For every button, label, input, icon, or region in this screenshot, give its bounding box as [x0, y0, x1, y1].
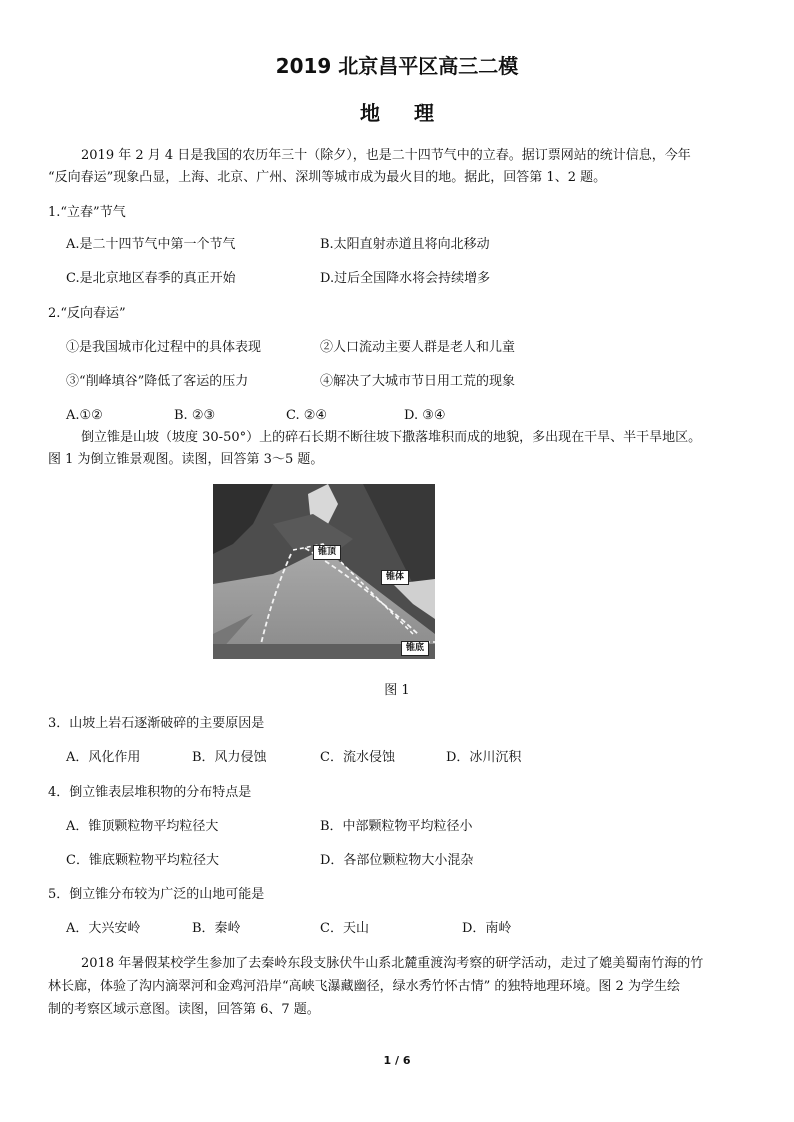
question-5-option-d: D．南岭: [462, 921, 512, 936]
question-3-option-d: D．冰川沉积: [446, 750, 522, 765]
question-1-option-a: A.是二十四节气中第一个节气: [66, 237, 236, 252]
question-2-statement-2: ②人口流动主要人群是老人和儿童: [320, 340, 516, 355]
question-2-stem: 2.“反向春运”: [48, 306, 126, 321]
question-1-option-c: C.是北京地区春季的真正开始: [66, 271, 236, 286]
subject-heading: 地理: [360, 101, 468, 125]
question-2-option-b: B. ②③: [174, 408, 216, 423]
figure-label-cone-top: 锥顶: [313, 545, 341, 560]
question-1-stem: 1.“立春”节气: [48, 205, 126, 220]
question-5-stem: 5．倒立锥分布较为广泛的山地可能是: [48, 887, 265, 902]
intro-paragraph-1-line-1: 2019 年 2 月 4 日是我国的农历年三十（除夕），也是二十四节气中的立春。据订票网站的统计信息，今年: [81, 148, 691, 163]
question-4-option-c: C．锥底颗粒物平均粒径大: [66, 853, 219, 868]
intro-paragraph-1-line-2: “反向春运”现象凸显，上海、北京、广州、深圳等城市成为最火目的地。据此，回答第 1、2 题。: [48, 170, 607, 185]
question-3-option-c: C．流水侵蚀: [320, 750, 395, 765]
intro-paragraph-2-line-2: 图 1 为倒立锥景观图。读图，回答第 3～5 题。: [48, 452, 324, 467]
question-4-option-b: B．中部颗粒物平均粒径小: [320, 819, 473, 834]
question-5-option-a: A．大兴安岭: [66, 921, 141, 936]
question-3-option-a: A．风化作用: [66, 750, 141, 765]
figure-label-cone-body: 锥体: [381, 570, 409, 585]
question-3-option-b: B．风力侵蚀: [192, 750, 267, 765]
intro-paragraph-2-line-1: 倒立锥是山坡（坡度 30-50°）上的碎石长期不断往坡下撒落堆积而成的地貌，多出现在干旱、半干旱地区。: [81, 430, 702, 445]
page-number: 1 / 6: [383, 1054, 411, 1067]
intro-paragraph-3-line-2: 林长廊，体验了沟内滴翠河和金鸡河沿岸“高峡飞瀑藏幽径，绿水秀竹怀古情” 的独特地理环境。图 2 为学生绘: [48, 979, 680, 994]
intro-paragraph-3-line-1: 2018 年暑假某校学生参加了去秦岭东段支脉伏牛山系北麓重渡沟考察的研学活动，走过了媲美蜀南竹海的竹: [81, 956, 704, 971]
question-2-option-c: C. ②④: [286, 408, 328, 423]
question-3-stem: 3．山坡上岩石逐渐破碎的主要原因是: [48, 716, 265, 731]
figure-1-caption: 图 1: [384, 683, 410, 698]
question-2-statement-4: ④解决了大城市节日用工荒的现象: [320, 374, 516, 389]
question-2-statement-3: ③“削峰填谷”降低了客运的压力: [66, 374, 249, 389]
question-5-option-c: C．天山: [320, 921, 369, 936]
question-2-option-a: A.①②: [66, 408, 103, 423]
intro-paragraph-3-line-3: 制的考察区域示意图。读图，回答第 6、7 题。: [48, 1002, 320, 1017]
question-2-statement-1: ①是我国城市化过程中的具体表现: [66, 340, 262, 355]
question-4-option-d: D．各部位颗粒物大小混杂: [320, 853, 474, 868]
question-4-option-a: A．锥顶颗粒物平均粒径大: [66, 819, 219, 834]
talus-cone-photo: [213, 484, 435, 659]
question-4-stem: 4．倒立锥表层堆积物的分布特点是: [48, 785, 252, 800]
figure-label-cone-bottom: 锥底: [401, 641, 429, 656]
question-2-option-d: D. ③④: [404, 408, 446, 423]
question-1-option-d: D.过后全国降水将会持续增多: [320, 271, 491, 286]
page-title: 2019 北京昌平区高三二模: [275, 54, 519, 78]
question-1-option-b: B.太阳直射赤道且将向北移动: [320, 237, 490, 252]
question-5-option-b: B．秦岭: [192, 921, 241, 936]
